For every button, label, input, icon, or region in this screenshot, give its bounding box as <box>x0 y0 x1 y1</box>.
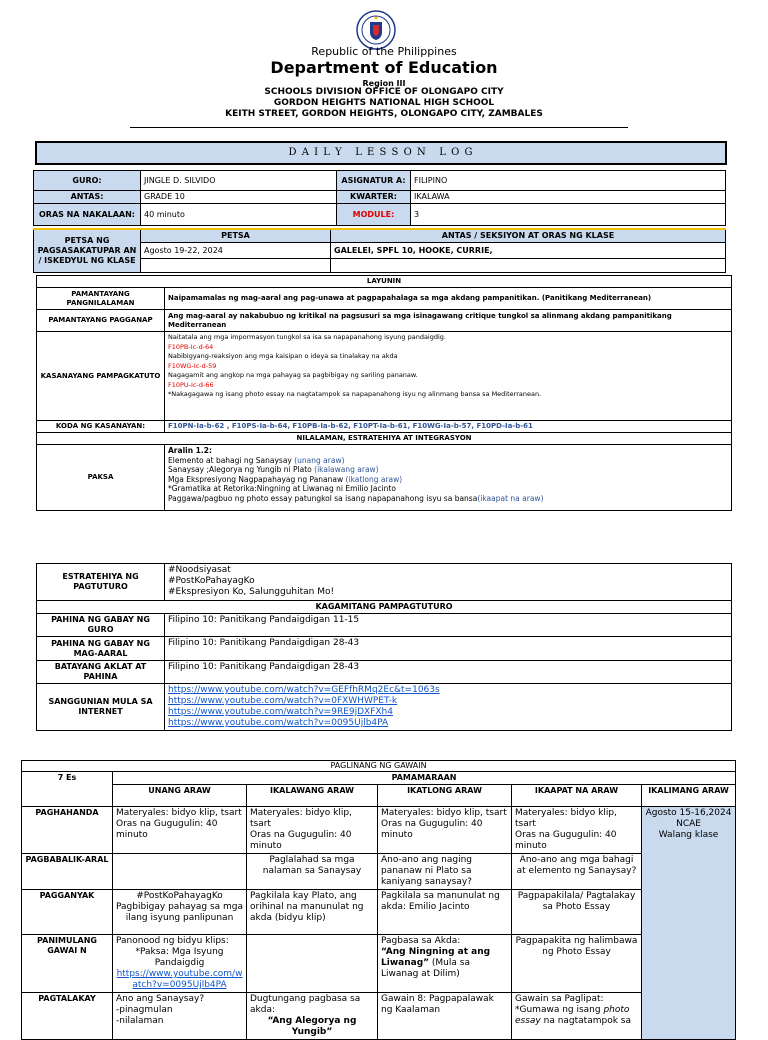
layunin-table <box>36 275 732 511</box>
paksa-item: *Gramatika at Retorika:Ningning at Liwanag ni Emilio Jacinto <box>168 484 396 493</box>
pagganap-value: Ang mag-aaral ay nakabubuo ng kritikal na pagsusuri sa mga isinagawang critique tungkol sa alinmang akdang pampanitikang Mediterranean <box>165 310 732 332</box>
seven-es-label: 7 Es <box>22 772 113 807</box>
petsa-table <box>33 228 726 273</box>
department-title: Department of Education <box>270 58 498 77</box>
deped-seal-icon <box>356 10 396 50</box>
pagganyak-day3: Pagkilala sa manunulat ng akda: Emilio Jacinto <box>378 890 512 935</box>
youtube-link[interactable]: https://www.youtube.com/watch?v=GEFfhRMq2Ec&t=1063s <box>168 685 440 695</box>
pagtalakay-label: PAGTALAKAY <box>22 993 113 1040</box>
kasanayan-item: Nagagamit ang angkop na mga pahayag sa pagbibigay ng sariling pananaw. <box>168 371 418 379</box>
gawain-table <box>21 760 736 1040</box>
paksa-item: Sanaysay ;Alegorya ng Yungib ni Plato (ikalawang araw) <box>168 465 379 474</box>
pagganyak-day1: #PostKoPahayagKo Pagbibigay pahayag sa mga ilang isyung panlipunan <box>113 890 247 935</box>
paksa-label: PAKSA <box>37 445 165 511</box>
school-name: GORDON HEIGHTS NATIONAL HIGH SCHOOL <box>273 98 495 108</box>
paghahanda-day1: Materyales: bidyo klip, tsart Oras na Gugugulin: 40 minuto <box>113 807 247 854</box>
pagbabalik-day2: Paglalahad sa mga nalaman sa Sanaysay <box>247 854 378 890</box>
estratehiya-list <box>165 564 732 601</box>
kwarter-value: IKALAWA <box>411 191 726 204</box>
oras-label: ORAS NA NAKALAAN: <box>34 204 141 226</box>
kasanayan-code: F10PB-Ic-d-64 <box>168 342 214 351</box>
antas-seksiyon-head: ANTAS / SEKSIYON AT ORAS NG KLASE <box>331 229 726 243</box>
pangnilalaman-value: Naipamamalas ng mag-aaral ang pag-unawa at pagpapahalaga sa mga akdang pampanitikan. (Panitikang Mediterranean) <box>165 288 732 310</box>
day-tag: (unang araw) <box>294 455 345 465</box>
info-table <box>33 170 726 226</box>
estratehiya-table <box>36 563 732 731</box>
day-tag: (ikalawang araw) <box>314 465 379 474</box>
republic-text: Republic of the Philippines <box>311 45 457 58</box>
kasanayan-code: F10PU-Ic-d-66 <box>168 380 214 389</box>
pagtalakay-day1: Ano ang Sanaysay? -pinagmulan -nilalaman <box>113 993 247 1040</box>
day5-note: Agosto 15-16,2024 NCAE Walang klase <box>642 807 736 1040</box>
paksa-list <box>165 445 732 511</box>
panimulang-label: PANIMULANG GAWAI N <box>22 935 113 993</box>
kagamitan-head: KAGAMITANG PAMPAGTUTURO <box>37 601 732 614</box>
module-value: 3 <box>411 204 726 226</box>
day-1-head: UNANG ARAW <box>113 785 247 807</box>
paksa-item: Mga Ekspresiyong Nagpapahayag ng Pananaw (ikatlong araw) <box>168 474 403 484</box>
gabay-guro-value: Filipino 10: Panitikang Pandaigdigan 11-15 <box>165 614 732 637</box>
youtube-link[interactable]: https://www.youtube.com/watch?v=0095Ujlb4PA <box>168 718 389 728</box>
kasanayan-code: F10WG-Ic-d-59 <box>168 361 217 370</box>
estratehiya-item: #Ekspresiyon Ko, Salungguhitan Mo! <box>168 587 335 597</box>
paghahanda-day2: Materyales: bidyo klip, tsart Oras na Gugugulin: 40 minuto <box>247 807 378 854</box>
aralin-title: Aralin 1.2: <box>168 446 212 455</box>
gabay-magaaral-label: PAHINA NG GABAY NG MAG-AARAL <box>37 637 165 661</box>
koda-label: KODA NG KASANAYAN: <box>37 421 165 433</box>
estratehiya-item: #Noodsiyasat <box>168 565 231 575</box>
panimulang-day2 <box>247 935 378 993</box>
paghahanda-day4: Materyales: bidyo klip, tsart Oras na Gugugulin: 40 minuto <box>512 807 642 854</box>
day-3-head: IKATLONG ARAW <box>378 785 512 807</box>
asignatura-value: FILIPINO <box>411 171 726 191</box>
day-tag: (ikatlong araw) <box>345 474 403 484</box>
petsa-value: Agosto 19-22, 2024 <box>141 243 331 259</box>
nilalaman-head: NILALAMAN, ESTRATEHIYA AT INTEGRASYON <box>37 433 732 445</box>
antas-value: GRADE 10 <box>141 191 337 204</box>
pagganyak-label: PAGGANYAK <box>22 890 113 935</box>
batayang-aklat-value: Filipino 10: Panitikang Pandaigdigan 28-43 <box>165 661 732 684</box>
kasanayan-item: *Nakagagawa ng isang photo essay na nagtatampok sa napapanahong isyu ng alinmang bansa sa Mediterranean. <box>168 390 542 398</box>
day-2-head: IKALAWANG ARAW <box>247 785 378 807</box>
petsa-label: PETSA NG PAGSASAKATUPAR AN / ISKEDYUL NG KLASE <box>34 229 141 273</box>
day-tag: (ikaapat na araw) <box>477 493 544 503</box>
module-label: MODULE: <box>337 204 411 226</box>
guro-label: GURO: <box>34 171 141 191</box>
pagganap-label: PAMANTAYANG PAGGANAP <box>37 310 165 332</box>
panimulang-day1: Panonood ng bidyu klips: *Paksa: Mga Isyung Pandaigdig https://www.youtube.com/watch?v=0095Ujlb4PA <box>113 935 247 993</box>
paksa-item: Elemento at bahagi ng Sanaysay (unang araw) <box>168 455 345 465</box>
paksa-item: Paggawa/pagbuo ng photo essay patungkol sa isang napapanahong isyu sa bansa(ikaapat na araw) <box>168 493 544 503</box>
koda-value: F10PN-Ia-b-62 , F10PS-Ia-b-64, F10PB-Ia-b-62, F10PT-Ia-b-61, F10WG-Ia-b-57, F10PD-Ia-b-61 <box>165 421 732 433</box>
paghahanda-label: PAGHAHANDA <box>22 807 113 854</box>
estratehiya-label: ESTRATEHIYA NG PAGTUTURO <box>37 564 165 601</box>
kasanayan-label: KASANAYANG PAMPAGKATUTO <box>37 332 165 421</box>
youtube-link[interactable]: https://www.youtube.com/watch?v=0095Ujlb4PA <box>116 969 243 990</box>
school-address: KEITH STREET, GORDON HEIGHTS, OLONGAPO CITY, ZAMBALES <box>225 109 543 119</box>
pagtalakay-day3: Gawain 8: Pagpapalawak ng Kaalaman <box>378 993 512 1040</box>
pagbabalik-day1 <box>113 854 247 890</box>
pagbabalik-label: PAGBABALIK-ARAL <box>22 854 113 890</box>
day-5-head: IKALIMANG ARAW <box>642 785 736 807</box>
youtube-link[interactable]: https://www.youtube.com/watch?v=0FXWHWPET-k <box>168 696 398 706</box>
layunin-head: LAYUNIN <box>37 276 732 288</box>
pagtalakay-day4: Gawain sa Paglipat: *Gumawa ng isang photo essay na nagtatampok sa <box>512 993 642 1040</box>
panimulang-day4: Pagpapakita ng halimbawa ng Photo Essay <box>512 935 642 993</box>
region-text: Region III <box>362 79 406 88</box>
internet-label: SANGGUNIAN MULA SA INTERNET <box>37 684 165 731</box>
paghahanda-day3: Materyales: bidyo klip, tsart Oras na Gugugulin: 40 minuto <box>378 807 512 854</box>
batayang-aklat-label: BATAYANG AKLAT AT PAHINA <box>37 661 165 684</box>
petsa-head: PETSA <box>141 229 331 243</box>
antas-label: ANTAS: <box>34 191 141 204</box>
kasanayan-list <box>165 332 732 421</box>
youtube-link[interactable]: https://www.youtube.com/watch?v=9RE9jDXFXh4 <box>168 707 393 717</box>
guro-value: JINGLE D. SILVIDO <box>141 171 337 191</box>
oras-value: 40 minuto <box>141 204 337 226</box>
internet-links <box>165 684 732 731</box>
header-divider <box>130 127 628 128</box>
kwarter-label: KWARTER: <box>337 191 411 204</box>
pagtalakay-day2: Dugtungang pagbasa sa akda: “Ang Alegorya ng Yungib” <box>247 993 378 1040</box>
division-text: SCHOOLS DIVISION OFFICE OF OLONGAPO CITY <box>264 87 504 97</box>
pangnilalaman-label: PAMANTAYANG PANGNILALAMAN <box>37 288 165 310</box>
panimulang-day3: Pagbasa sa Akda: “Ang Ningning at ang Liwanag” (Mula sa Liwanag at Dilim) <box>378 935 512 993</box>
gawain-head: PAGLINANG NG GAWAIN <box>22 761 736 772</box>
asignatura-label: ASIGNATUR A: <box>337 171 411 191</box>
pagbabalik-day4: Ano-ano ang mga bahagi at elemento ng Sanaysay? <box>512 854 642 890</box>
seksiyon-value: GALELEI, SPFL 10, HOOKE, CURRIE, <box>331 243 726 259</box>
kasanayan-item: Nabibigyang-reaksiyon ang mga kaisipan o ideya sa tinalakay na akda <box>168 352 398 360</box>
gabay-magaaral-value: Filipino 10: Panitikang Pandaigdigan 28-43 <box>165 637 732 661</box>
pagganyak-day4: Pagpapakilala/ Pagtalakay sa Photo Essay <box>512 890 642 935</box>
pagganyak-day2: Pagkilala kay Plato, ang orihinal na manunulat ng akda (bidyu klip) <box>247 890 378 935</box>
estratehiya-item: #PostKoPahayagKo <box>168 576 255 586</box>
pagbabalik-day3: Ano-ano ang naging pananaw ni Plato sa kaniyang sanaysay? <box>378 854 512 890</box>
daily-lesson-log-title: D A I L Y L E S S O N L O G <box>35 141 727 165</box>
kasanayan-item: Naitatala ang mga impormasyon tungkol sa isa sa napapanahong isyung pandaigdig. <box>168 333 446 341</box>
gabay-guro-label: PAHINA NG GABAY NG GURO <box>37 614 165 637</box>
pamamaraan-head: PAMAMARAAN <box>113 772 736 785</box>
day-4-head: IKAAPAT NA ARAW <box>512 785 642 807</box>
